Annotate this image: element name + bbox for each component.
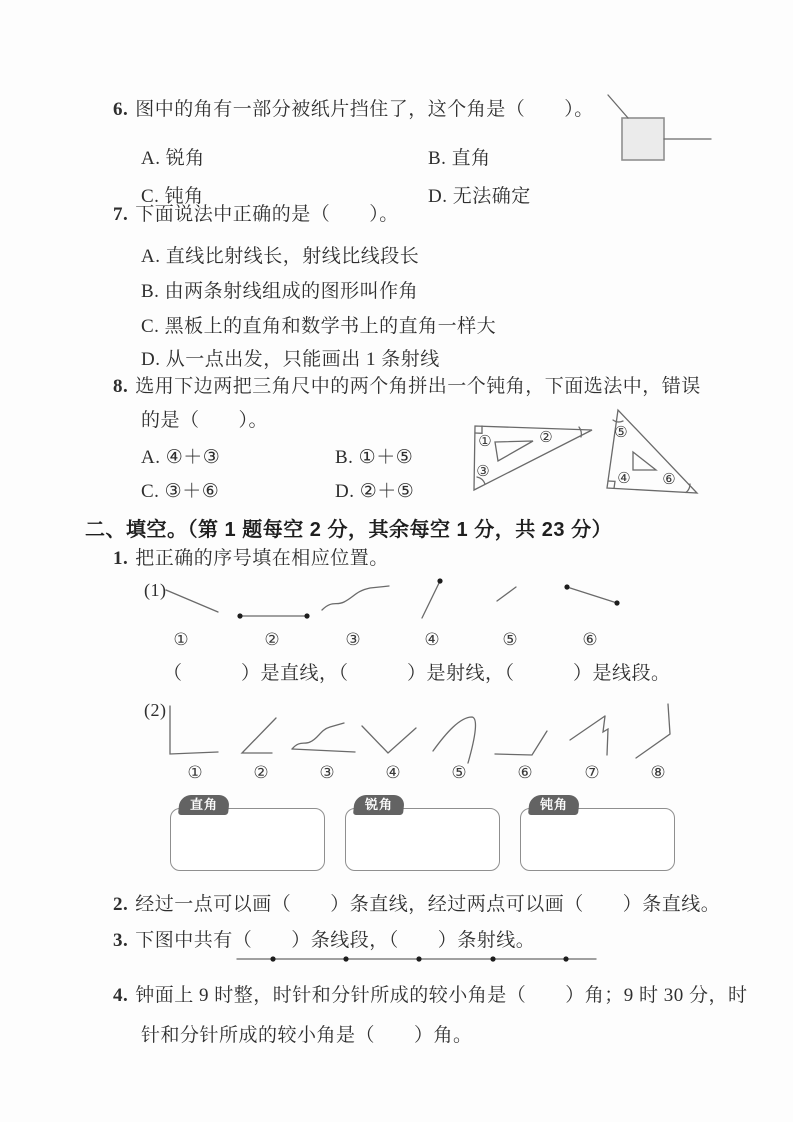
q7-number: 7.	[113, 204, 129, 225]
q1-part1-fill-line: （ ）是直线，（ ）是射线，（ ）是线段。	[163, 663, 671, 684]
q6-title	[113, 99, 594, 122]
q1-number: 1.	[113, 548, 129, 569]
category-tab-right-angle: 直角	[178, 795, 230, 815]
q1-part1-label-5: ⑤	[502, 630, 518, 649]
q8-title-line1	[113, 376, 701, 399]
q6-covered-angle-figure	[595, 88, 725, 173]
q1-part2-label-5: ⑤	[451, 763, 467, 782]
q6-option-a: A. 锐角	[141, 148, 205, 169]
q6-option-b: B. 直角	[428, 148, 491, 169]
angle-figure-2-acute	[238, 712, 284, 757]
q8-tri2-label-6: ⑥	[662, 472, 676, 488]
q1-text: 把正确的序号填在相应位置。	[135, 548, 389, 569]
q8-title-line2	[141, 410, 268, 433]
angle-figure-4-vee	[358, 720, 420, 758]
angle-figure-5-arc	[428, 705, 488, 767]
q1-part2-label-7: ⑦	[584, 763, 600, 782]
q8-triangle-rulers-figure	[458, 400, 713, 502]
q4-title-line1	[113, 985, 748, 1008]
q2-number: 2.	[113, 894, 129, 915]
ray-figure-4	[416, 575, 448, 623]
q1-part2-label-4: ④	[385, 763, 401, 782]
q8-tri2-label-5: ⑤	[614, 425, 628, 441]
curve-figure-3	[318, 582, 394, 617]
q1-part1-label-2: ②	[264, 630, 280, 649]
q7-option-a: A. 直线比射线长，射线比线段长	[141, 246, 420, 267]
line-figure-5	[493, 583, 521, 605]
q7-option-b: B. 由两条射线组成的图形叫作角	[141, 281, 419, 302]
q4-text-line1: 钟面上 9 时整，时针和分针所成的较小角是（ ）角；9 时 30 分，时	[135, 985, 748, 1006]
q6-option-c: C. 钝角	[141, 186, 204, 207]
q8-option-c: C. ③＋⑥	[141, 481, 220, 502]
q8-tri1-label-1: ①	[478, 434, 492, 450]
q7-text: 下面说法中正确的是（ ）。	[135, 204, 399, 225]
q1-part2-label-1: ①	[187, 763, 203, 782]
q7-title	[113, 204, 399, 227]
angle-figure-6-obtuse	[490, 725, 552, 759]
q8-text-line2: 的是（ ）。	[141, 410, 269, 431]
q2-text: 经过一点可以画（ ）条直线，经过两点可以画（ ）条直线。	[135, 894, 721, 915]
q6-option-d: D. 无法确定	[428, 186, 531, 207]
angle-figure-3-curved	[288, 718, 360, 756]
section2-title: 二、填空。（第 1 题每空 2 分，其余每空 1 分，共 23 分）	[85, 519, 613, 541]
q8-number: 8.	[113, 376, 129, 397]
q8-option-d: D. ②＋⑤	[335, 481, 415, 502]
q1-part2-label-8: ⑧	[650, 763, 666, 782]
q4-title-line2	[141, 1025, 473, 1048]
q7-option-d: D. 从一点出发，只能画出 1 条射线	[141, 349, 440, 370]
q8-text-line1: 选用下边两把三角尺中的两个角拼出一个钝角，下面选法中，错误	[135, 376, 701, 397]
q6-number: 6.	[113, 99, 129, 120]
line-figure-1	[158, 585, 224, 617]
angle-figure-8-bent	[630, 700, 676, 762]
q8-tri2-label-4: ④	[617, 471, 631, 487]
q1-part2-label: (2)	[144, 700, 167, 720]
q1-part1-label-1: ①	[173, 630, 189, 649]
category-box-obtuse-angle[interactable]	[520, 808, 675, 871]
q3-text: 下图中共有（ ）条线段，（ ）条射线。	[135, 930, 536, 951]
angle-figure-1-right	[162, 702, 222, 758]
angle-figure-7-arrow	[565, 710, 615, 758]
q3-number: 3.	[113, 930, 129, 951]
q1-part1-label-3: ③	[345, 630, 361, 649]
q1-part1-label-6: ⑥	[582, 630, 598, 649]
q1-part1-label: (1)	[144, 580, 167, 600]
segment-figure-6	[562, 581, 624, 609]
q1-part2-label-6: ⑥	[517, 763, 533, 782]
q8-tri1-label-2: ②	[539, 430, 553, 446]
q8-option-b: B. ①＋⑤	[335, 447, 414, 468]
q1-title	[113, 548, 389, 571]
q1-part2-label-3: ③	[319, 763, 335, 782]
category-tab-acute-angle: 锐角	[353, 795, 405, 815]
q1-part2-label-2: ②	[253, 763, 269, 782]
q4-text-line2: 针和分针所成的较小角是（ ）角。	[141, 1025, 473, 1046]
segment-figure-2	[235, 605, 315, 625]
category-box-right-angle[interactable]	[170, 808, 325, 871]
q6-text: 图中的角有一部分被纸片挡住了，这个角是（ ）。	[135, 99, 594, 120]
q8-tri1-label-3: ③	[476, 464, 490, 480]
q3-line-with-points-figure	[230, 950, 605, 968]
category-box-acute-angle[interactable]	[345, 808, 500, 871]
q4-number: 4.	[113, 985, 129, 1006]
q1-part1-label-4: ④	[424, 630, 440, 649]
category-tab-obtuse-angle: 钝角	[528, 795, 580, 815]
q8-option-a: A. ④＋③	[141, 447, 221, 468]
q2-title	[113, 894, 720, 917]
q7-option-c: C. 黑板上的直角和数学书上的直角一样大	[141, 316, 497, 337]
